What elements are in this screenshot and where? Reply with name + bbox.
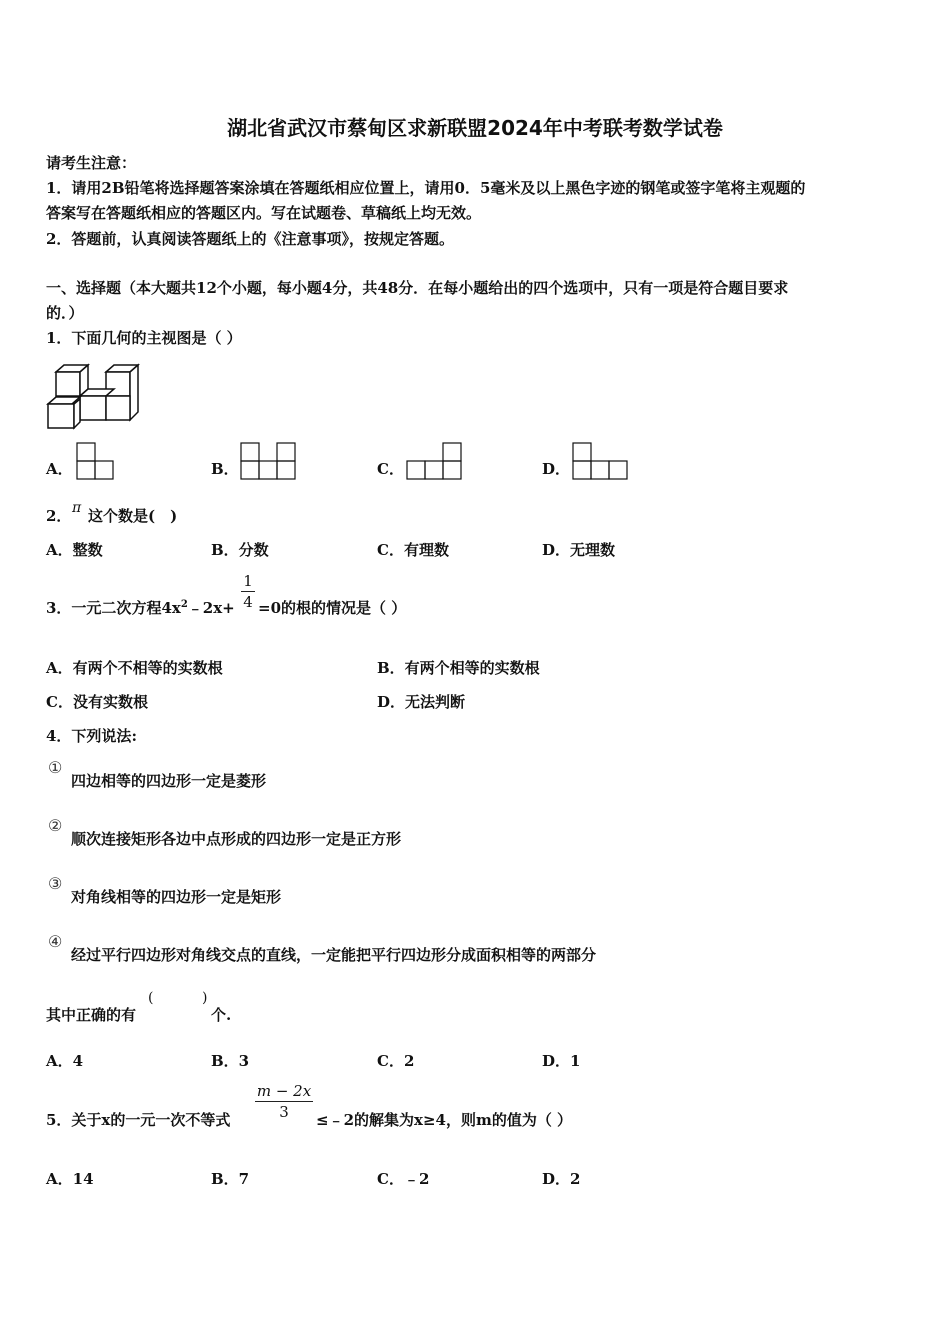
q1-stem: 1．下面几何的主视图是（ ） (46, 329, 242, 347)
q3-stem-text: 3．一元二次方程4x (46, 599, 181, 617)
q3-option-b: B．有两个相等的实数根 (377, 659, 540, 677)
notice-line-2: 答案写在答题纸相应的答题区内。写在试题卷、草稿纸上均无效。 (46, 204, 482, 222)
q5-fraction (255, 1082, 313, 1121)
q5-stem-pre: 5．关于x的一元一次不等式 (46, 1111, 231, 1129)
q4-statement-3: 对角线相等的四边形一定是矩形 (71, 888, 282, 906)
q5-fraction-denominator: 3 (279, 1103, 289, 1121)
q4-tail-pre: 其中正确的有 (46, 1006, 137, 1024)
q2-option-a: A．整数 (46, 541, 103, 559)
q3-option-d: D．无法判断 (377, 693, 466, 711)
section-heading-line-1: 一、选择题（本大题共12个小题，每小题4分，共48分．在每小题给出的四个选项中，只有一项是符合题目要求 (46, 279, 789, 297)
q5-option-c: C．﹣2 (377, 1170, 430, 1188)
q3-fraction (241, 572, 255, 611)
q2-option-d: D．无理数 (542, 541, 616, 559)
q4-mark-1: ① (48, 758, 63, 777)
q2-option-b: B．分数 (211, 541, 269, 559)
q1-option-c-figure (406, 442, 462, 480)
q1-option-c: C． (377, 460, 404, 478)
q1-solid-figure (46, 362, 141, 430)
q2-stem: 这个数是( ) (88, 507, 178, 525)
q1-option-d: D． (542, 460, 571, 478)
q4-option-b: B．3 (211, 1052, 250, 1070)
section-heading-line-2: 的．） (46, 304, 84, 322)
q1-option-a: A． (46, 460, 73, 478)
q3-stem-post: =0的根的情况是（ ） (258, 599, 407, 617)
q4-mark-3: ③ (48, 874, 63, 893)
q3-option-c: C．没有实数根 (46, 693, 148, 711)
q4-paren-right: ) (202, 990, 208, 1006)
q5-stem-post: ≤﹣2的解集为x≥4，则m的值为（ ） (316, 1111, 573, 1129)
q4-option-c: C．2 (377, 1052, 415, 1070)
q5-fraction-numerator: m − 2x (256, 1082, 312, 1100)
q3-fraction-numerator: 1 (243, 572, 253, 590)
q1-option-b: B． (211, 460, 239, 478)
q2-pi-symbol: π (72, 500, 82, 516)
q1-option-a-figure (76, 442, 114, 480)
q4-statement-2: 顺次连接矩形各边中点形成的四边形一定是正方形 (71, 830, 402, 848)
q3-exponent: 2 (180, 599, 188, 610)
page-title: 湖北省武汉市蔡甸区求新联盟2024年中考联考数学试卷 (227, 116, 723, 140)
q5-option-d: D．2 (542, 1170, 581, 1188)
q4-tail-post: 个. (211, 1006, 232, 1024)
q5-option-a: A．14 (46, 1170, 94, 1188)
q4-option-a: A．4 (46, 1052, 84, 1070)
notice-heading: 请考生注意： (46, 154, 137, 172)
q4-mark-4: ④ (48, 932, 63, 951)
q4-stem: 4．下列说法: (46, 727, 137, 745)
q4-statement-4: 经过平行四边形对角线交点的直线，一定能把平行四边形分成面积相等的两部分 (71, 946, 597, 964)
notice-line-3: 2．答题前，认真阅读答题纸上的《注意事项》，按规定答题。 (46, 230, 454, 248)
q1-option-b-figure (240, 442, 296, 480)
q3-option-a: A．有两个不相等的实数根 (46, 659, 223, 677)
q4-mark-2: ② (48, 816, 63, 835)
q3-stem-pre (46, 597, 235, 618)
q4-paren-left: ( (148, 990, 154, 1006)
q2-option-c: C．有理数 (377, 541, 449, 559)
notice-line-1: 1．请用2B铅笔将选择题答案涂填在答题纸相应位置上，请用0．5毫米及以上黑色字迹的钢笔或签字笔将主观题的 (46, 179, 806, 197)
q4-statement-1: 四边相等的四边形一定是菱形 (71, 772, 267, 790)
q5-option-b: B．7 (211, 1170, 250, 1188)
q3-fraction-denominator: 4 (243, 593, 253, 611)
q3-stem-mid: ﹣2x+ (187, 599, 235, 617)
q2-number: 2． (46, 507, 72, 525)
q1-option-d-figure (572, 442, 628, 480)
q4-option-d: D．1 (542, 1052, 581, 1070)
